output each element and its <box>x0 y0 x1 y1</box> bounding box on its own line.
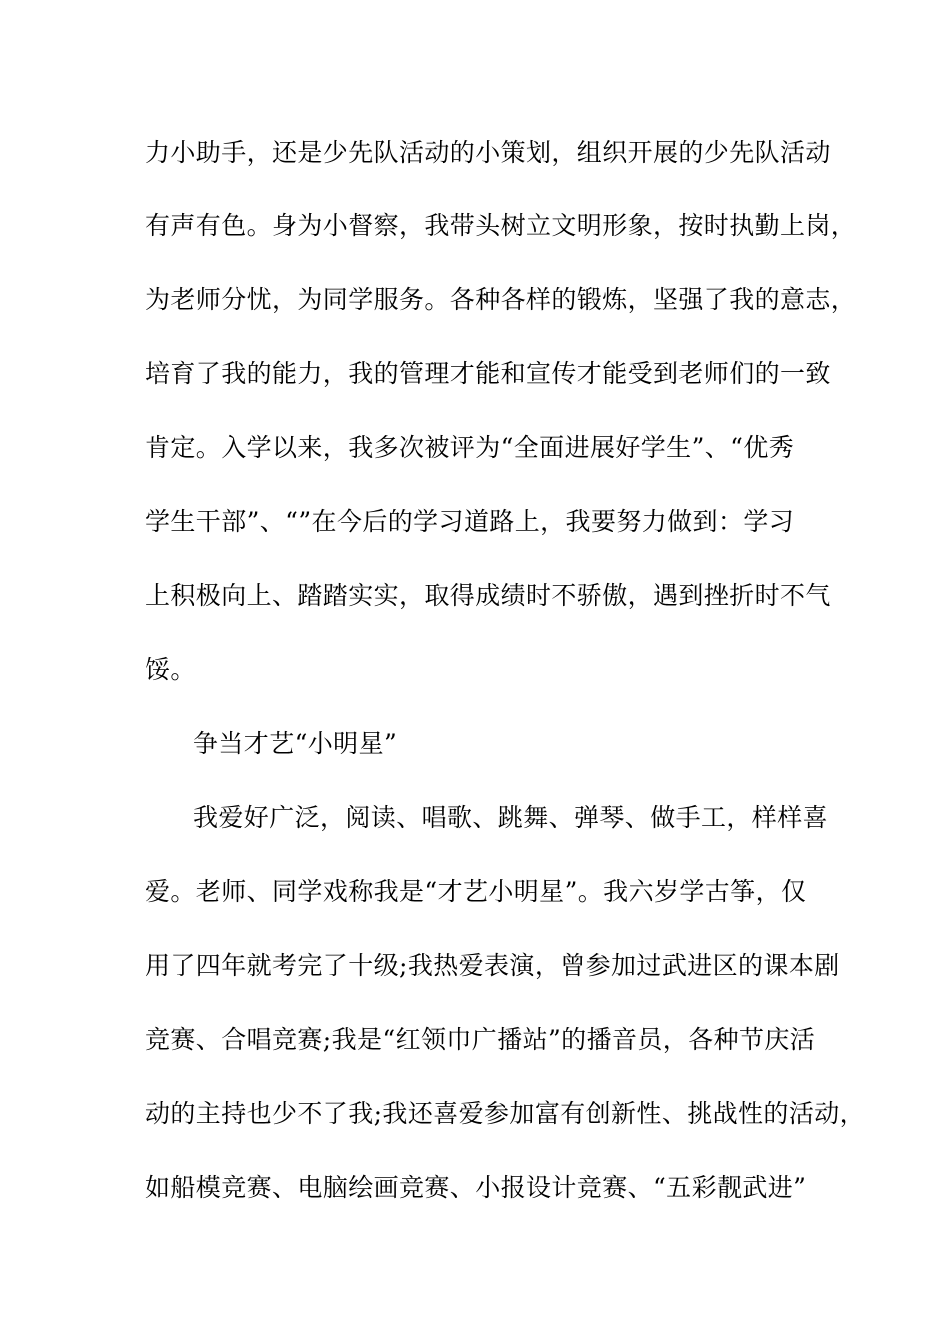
text-line: 上积极向上、踏踏实实，取得成绩时不骄傲，遇到挫折时不气 <box>145 581 831 610</box>
text-line: 为老师分忧，为同学服务。各种各样的锻炼，坚强了我的意志， <box>145 285 857 314</box>
section-heading: 争当才艺“小明星” <box>193 729 398 758</box>
text-line: 竞赛、合唱竞赛;我是“红领巾广播站”的播音员，各种节庆活 <box>145 1025 816 1054</box>
text-line: 有声有色。身为小督察，我带头树立文明形象，按时执勤上岗， <box>145 211 857 240</box>
text-line: 我爱好广泛，阅读、唱歌、跳舞、弹琴、做手工，样样喜 <box>193 803 829 832</box>
text-line: 肯定。入学以来，我多次被评为“全面进展好学生”、“优秀 <box>145 433 795 462</box>
text-line: 培育了我的能力，我的管理才能和宣传才能受到老师们的一致 <box>145 359 831 388</box>
text-line: 馁。 <box>145 655 196 684</box>
text-line: 力小助手，还是少先队活动的小策划，组织开展的少先队活动 <box>145 138 831 167</box>
text-line: 爱。老师、同学戏称我是“才艺小明星”。我六岁学古筝，仅 <box>145 877 807 906</box>
text-line: 用了四年就考完了十级;我热爱表演，曾参加过武进区的课本剧 <box>145 951 840 980</box>
text-line: 如船模竞赛、电脑绘画竞赛、小报设计竞赛、“五彩靓武进” <box>145 1173 807 1202</box>
text-line: 动的主持也少不了我;我还喜爱参加富有创新性、挑战性的活动， <box>145 1099 866 1128</box>
text-line: 学生干部”、“”在今后的学习道路上，我要努力做到：学习 <box>145 507 795 536</box>
